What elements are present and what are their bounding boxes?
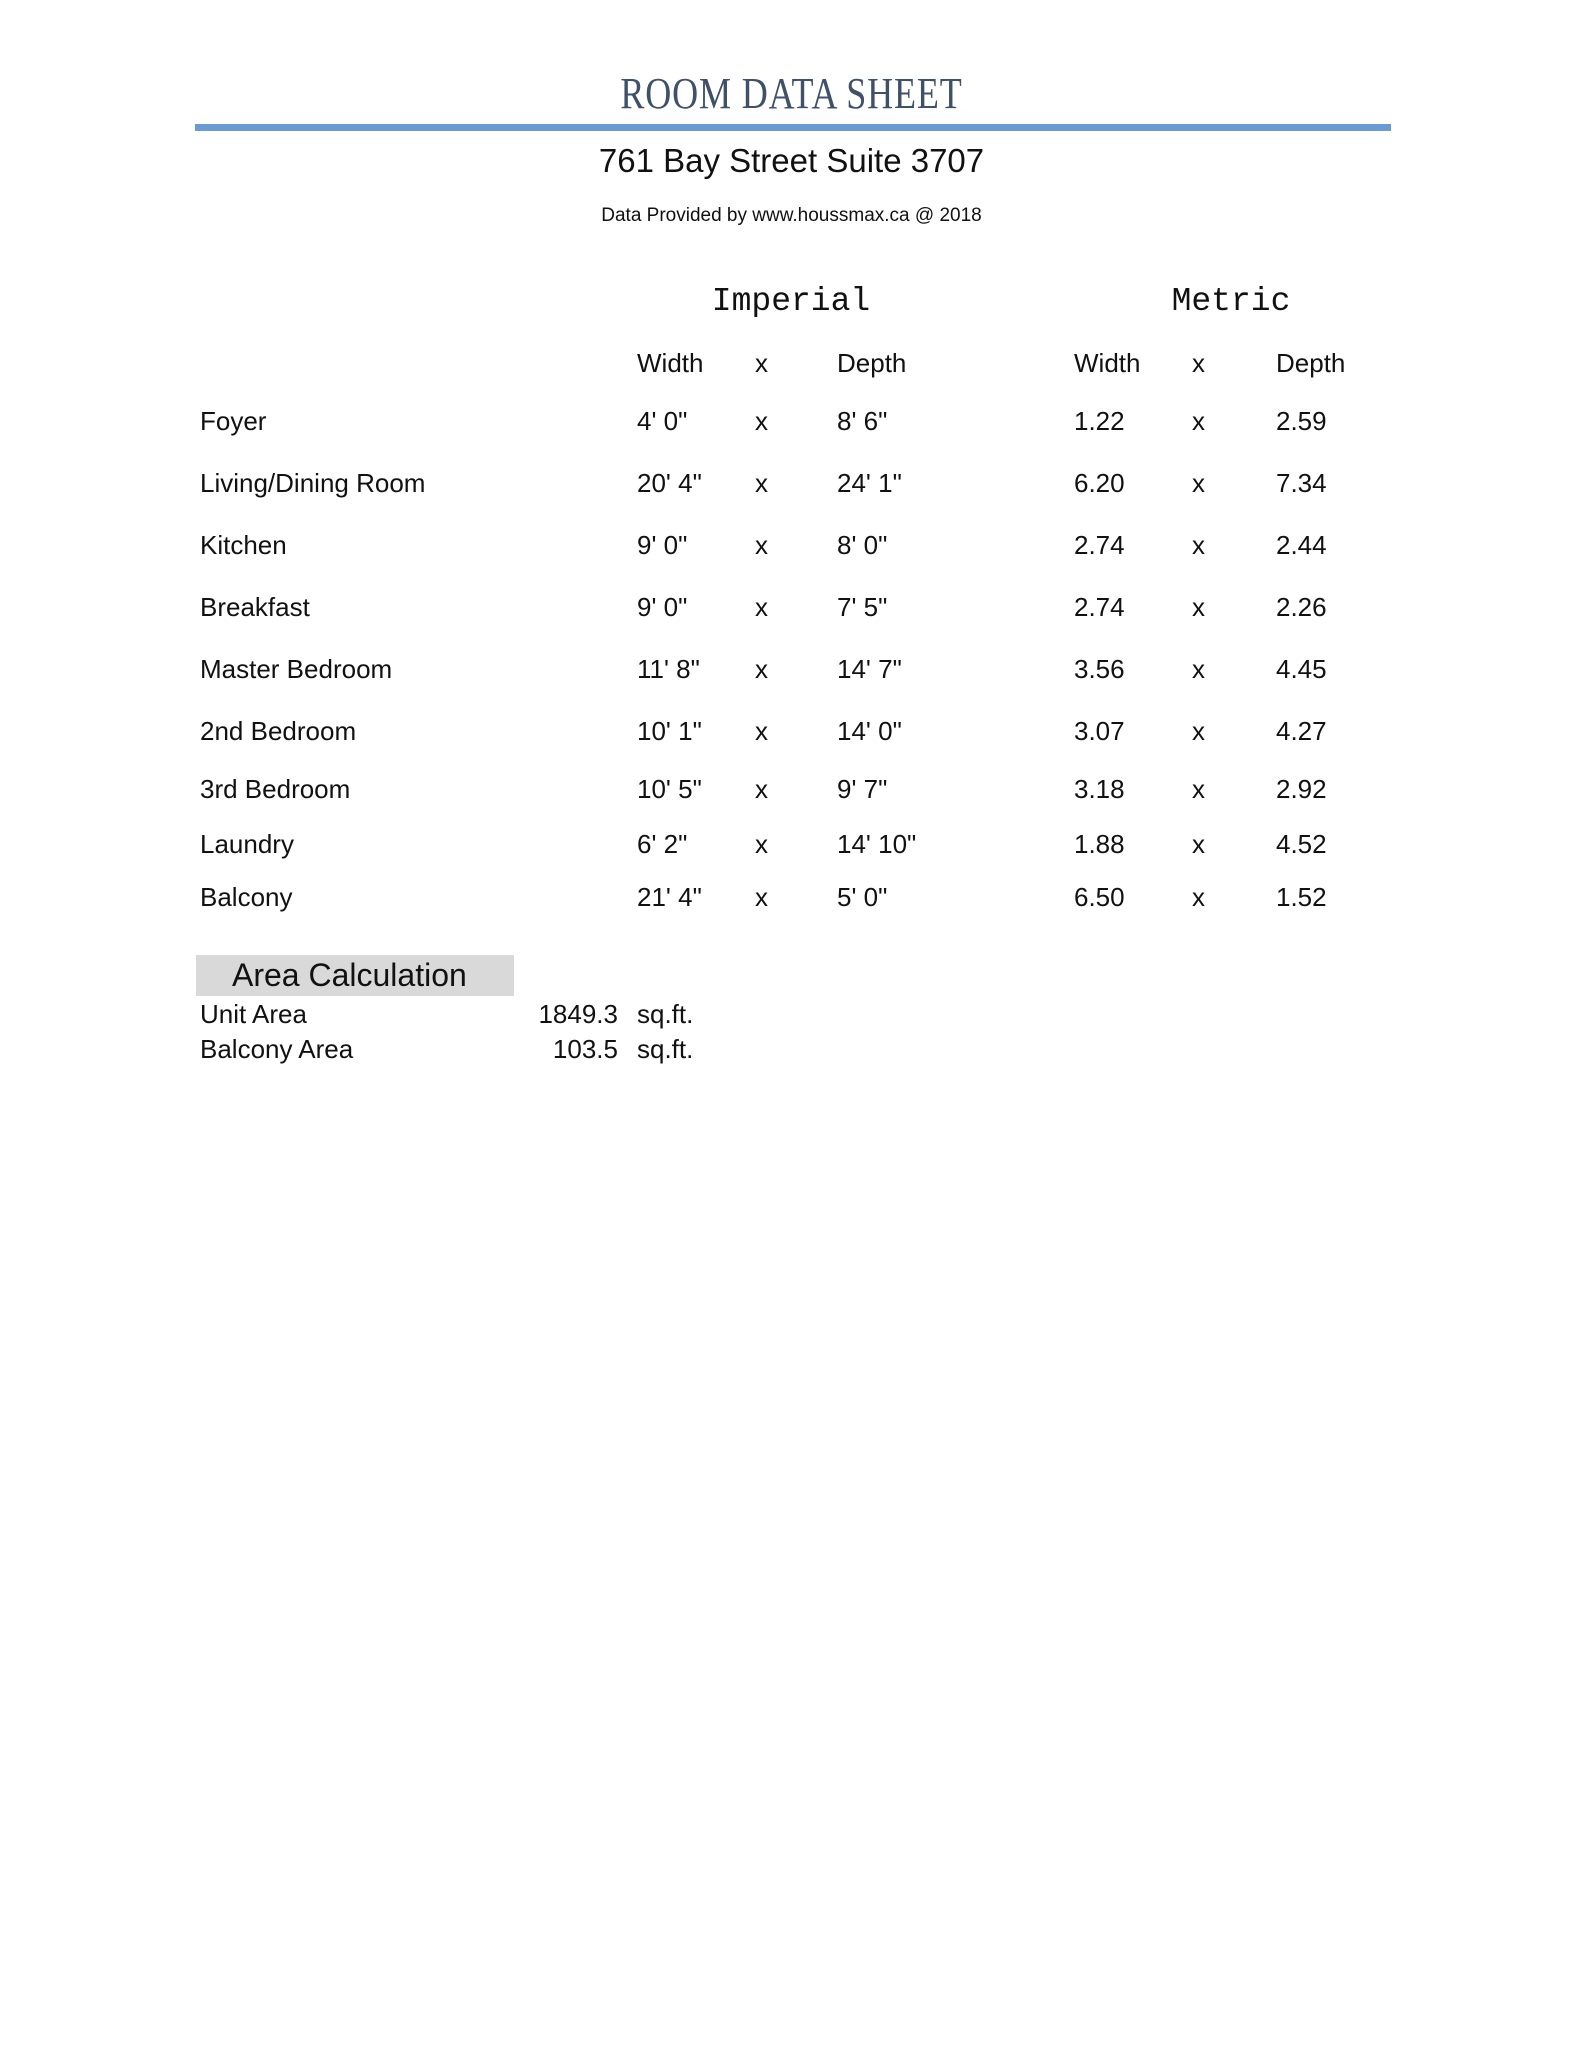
- imperial-by: x: [755, 829, 768, 859]
- table-row: [0, 829, 1583, 869]
- table-row: [0, 530, 1583, 570]
- metric-width: 3.18: [1074, 774, 1125, 804]
- table-row: [0, 592, 1583, 632]
- imperial-by: x: [755, 468, 768, 498]
- metric-width: 3.07: [1074, 716, 1125, 746]
- metric-by: x: [1192, 530, 1205, 560]
- unit-area-row: [0, 999, 1583, 1031]
- table-row: [0, 882, 1583, 922]
- imperial-depth: 7' 5": [837, 592, 888, 622]
- unit-area-label: Unit Area: [200, 999, 307, 1029]
- metric-by: x: [1192, 882, 1205, 912]
- imperial-x-header: x: [755, 348, 768, 378]
- imperial-width: 10' 1": [637, 716, 702, 746]
- room-name: Balcony: [200, 882, 293, 912]
- area-calculation-heading: [196, 955, 514, 996]
- imperial-depth: 8' 0": [837, 530, 888, 560]
- metric-by: x: [1192, 774, 1205, 804]
- room-name: Breakfast: [200, 592, 310, 622]
- room-name: Laundry: [200, 829, 294, 859]
- imperial-depth: 14' 10": [837, 829, 917, 859]
- area-calculation-title: Area Calculation: [232, 957, 467, 993]
- metric-depth: 2.92: [1276, 774, 1327, 804]
- room-name: Kitchen: [200, 530, 287, 560]
- page-title: ROOM DATA SHEET: [620, 69, 963, 118]
- imperial-by: x: [755, 592, 768, 622]
- metric-by: x: [1192, 592, 1205, 622]
- balcony-area-value: 103.5: [552, 1034, 618, 1064]
- metric-depth: 7.34: [1276, 468, 1327, 498]
- room-name: 3rd Bedroom: [200, 774, 351, 804]
- table-row: [0, 774, 1583, 814]
- imperial-by: x: [755, 654, 768, 684]
- metric-heading: Metric: [1171, 283, 1291, 320]
- metric-depth: 1.52: [1276, 882, 1327, 912]
- imperial-width: 11' 8": [637, 654, 700, 684]
- imperial-depth: 9' 7": [837, 774, 888, 804]
- imperial-width-header: Width: [637, 348, 704, 378]
- metric-x-header: x: [1192, 348, 1205, 378]
- metric-depth: 2.59: [1276, 406, 1327, 436]
- imperial-width: 6' 2": [637, 829, 688, 859]
- room-name: Foyer: [200, 406, 267, 436]
- title-divider: [195, 124, 1391, 131]
- metric-depth: 4.52: [1276, 829, 1327, 859]
- metric-by: x: [1192, 406, 1205, 436]
- imperial-by: x: [755, 716, 768, 746]
- room-name: Master Bedroom: [200, 654, 393, 684]
- table-row: [0, 468, 1583, 508]
- balcony-area-label: Balcony Area: [200, 1034, 354, 1064]
- metric-depth: 2.26: [1276, 592, 1327, 622]
- imperial-by: x: [755, 882, 768, 912]
- imperial-depth-header: Depth: [837, 348, 907, 378]
- table-row: [0, 716, 1583, 756]
- metric-by: x: [1192, 654, 1205, 684]
- metric-depth: 4.27: [1276, 716, 1327, 746]
- imperial-depth: 14' 7": [837, 654, 902, 684]
- property-address: 761 Bay Street Suite 3707: [598, 142, 985, 179]
- imperial-depth: 24' 1": [837, 468, 902, 498]
- unit-area-value: 1849.3: [538, 999, 618, 1029]
- room-name: 2nd Bedroom: [200, 716, 357, 746]
- metric-depth-header: Depth: [1276, 348, 1346, 378]
- imperial-depth: 14' 0": [837, 716, 902, 746]
- imperial-width: 20' 4": [637, 468, 702, 498]
- metric-by: x: [1192, 716, 1205, 746]
- metric-width-header: Width: [1074, 348, 1141, 378]
- metric-width: 6.20: [1074, 468, 1125, 498]
- imperial-by: x: [755, 530, 768, 560]
- room-name: Living/Dining Room: [200, 468, 426, 498]
- imperial-heading: Imperial: [711, 283, 871, 320]
- metric-by: x: [1192, 468, 1205, 498]
- metric-depth: 4.45: [1276, 654, 1327, 684]
- metric-depth: 2.44: [1276, 530, 1327, 560]
- imperial-depth: 8' 6": [837, 406, 888, 436]
- table-row: [0, 654, 1583, 694]
- imperial-depth: 5' 0": [837, 882, 888, 912]
- imperial-by: x: [755, 774, 768, 804]
- balcony-area-unit: sq.ft.: [637, 1034, 694, 1064]
- imperial-width: 10' 5": [637, 774, 702, 804]
- unit-area-unit: sq.ft.: [637, 999, 694, 1029]
- metric-width: 2.74: [1074, 592, 1125, 622]
- data-provider-note: Data Provided by www.houssmax.ca @ 2018: [601, 205, 982, 226]
- imperial-width: 9' 0": [637, 592, 688, 622]
- metric-width: 1.22: [1074, 406, 1125, 436]
- balcony-area-row: [0, 1034, 1583, 1066]
- imperial-width: 4' 0": [637, 406, 688, 436]
- metric-width: 1.88: [1074, 829, 1125, 859]
- metric-width: 2.74: [1074, 530, 1125, 560]
- table-row: [0, 406, 1583, 446]
- metric-by: x: [1192, 829, 1205, 859]
- imperial-by: x: [755, 406, 768, 436]
- imperial-width: 21' 4": [637, 882, 702, 912]
- imperial-width: 9' 0": [637, 530, 688, 560]
- metric-width: 3.56: [1074, 654, 1125, 684]
- metric-width: 6.50: [1074, 882, 1125, 912]
